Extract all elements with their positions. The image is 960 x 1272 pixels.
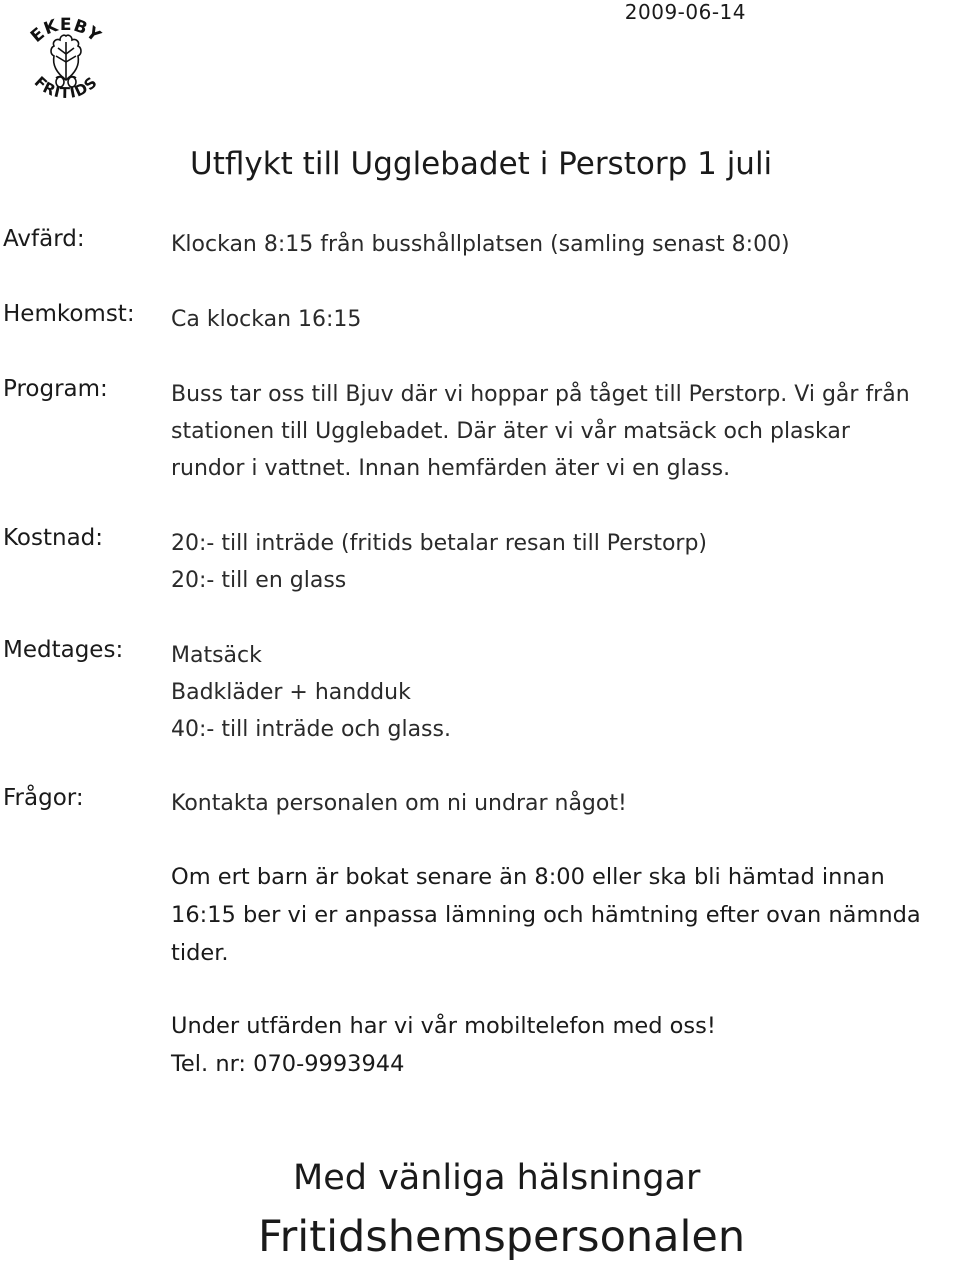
label-avfard: Avfärd: (3, 226, 85, 252)
phone-number: Tel. nr: 070-9993944 (171, 1051, 405, 1077)
contact-info (171, 1007, 716, 1083)
label-program: Program: (3, 376, 108, 402)
value-program (171, 376, 910, 487)
value-line: Matsäck (171, 643, 262, 668)
booking-notice (171, 858, 921, 972)
notice-line: 16:15 ber vi er anpassa lämning och hämtning efter ovan nämnda (171, 902, 921, 928)
value-line: Kontakta personalen om ni undrar något! (171, 791, 627, 816)
logo-bottom-text: FRITIDS (30, 72, 102, 103)
label-fragor: Frågor: (3, 785, 84, 811)
document-date: 2009-06-14 (624, 0, 746, 24)
label-hemkomst: Hemkomst: (3, 301, 135, 327)
closing-greeting: Med vänliga hälsningar (293, 1158, 701, 1198)
value-line: Buss tar oss till Bjuv där vi hoppar på tåget till Perstorp. Vi går från (171, 382, 910, 407)
notice-line: tider. (171, 940, 229, 966)
value-line: Badkläder + handduk (171, 680, 411, 705)
logo-top-text: EKEBY (27, 14, 105, 47)
closing-signature: Fritidshemspersonalen (258, 1212, 746, 1262)
value-line: stationen till Ugglebadet. Där äter vi vår matsäck och plaskar (171, 419, 850, 444)
value-line: 20:- till inträde (fritids betalar resan till Perstorp) (171, 531, 708, 556)
contact-line: Under utfärden har vi vår mobiltelefon med oss! (171, 1013, 716, 1039)
value-fragor (171, 785, 627, 822)
label-kostnad: Kostnad: (3, 525, 104, 551)
value-kostnad (171, 525, 707, 599)
ekeby-fritids-logo (14, 10, 118, 114)
notice-line: Om ert barn är bokat senare än 8:00 eller ska bli hämtad innan (171, 864, 885, 890)
value-line: rundor i vattnet. Innan hemfärden äter vi en glass. (171, 456, 731, 481)
document-title: Utflykt till Ugglebadet i Perstorp 1 juli (190, 146, 773, 182)
oak-leaves-icon (51, 35, 81, 87)
value-line: 40:- till inträde och glass. (171, 717, 451, 742)
value-line: 20:- till en glass (171, 568, 347, 593)
label-medtages: Medtages: (3, 637, 124, 663)
value-medtages (171, 637, 451, 748)
value-line: Ca klockan 16:15 (171, 307, 362, 332)
value-hemkomst (171, 301, 361, 338)
value-line: Klockan 8:15 från busshållplatsen (samling senast 8:00) (171, 232, 790, 257)
value-avfard (171, 226, 790, 263)
